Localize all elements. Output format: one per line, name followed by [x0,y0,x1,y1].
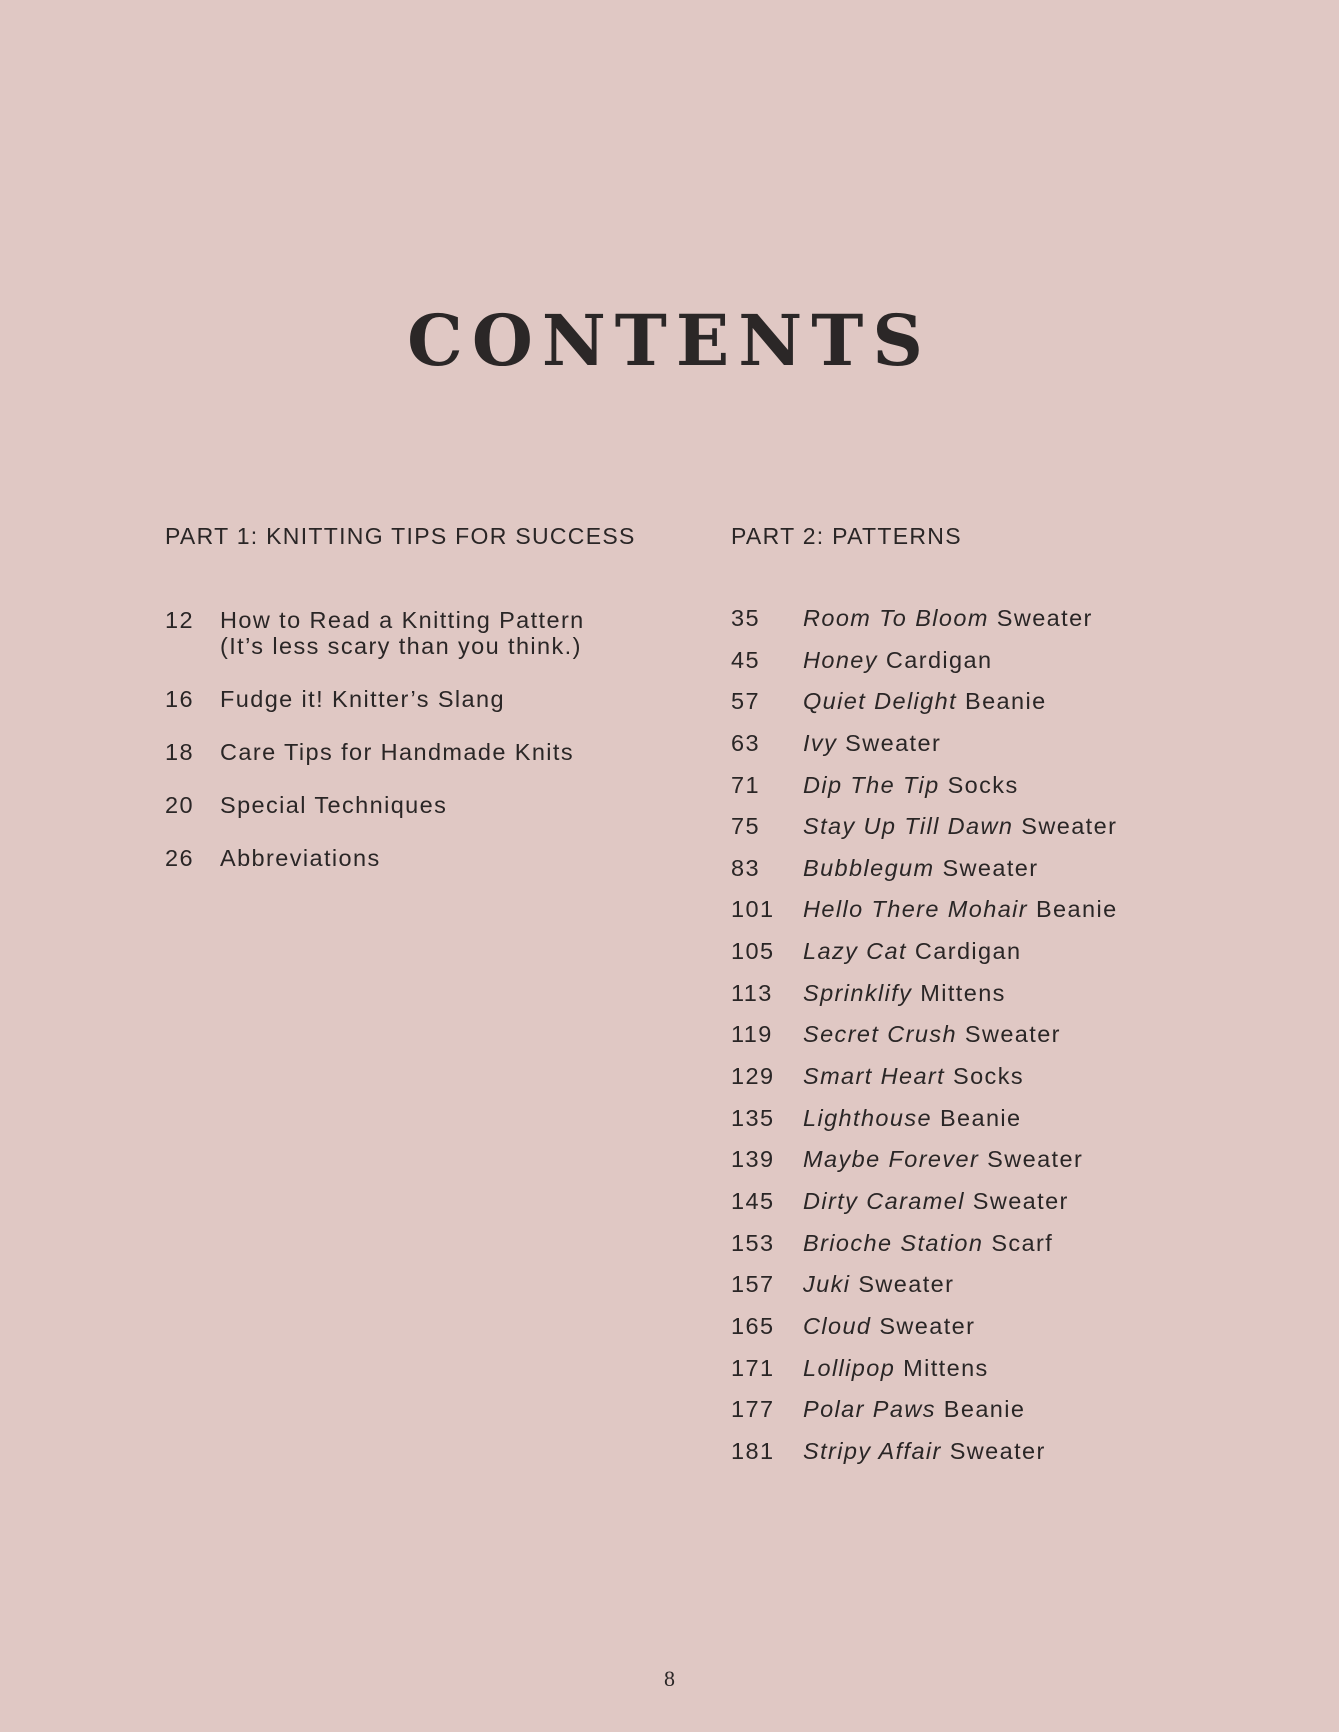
pattern-name: Stripy Affair [803,1437,942,1464]
pattern-page-number: 129 [731,1063,775,1090]
pattern-page-number: 101 [731,896,775,923]
pattern-type: Sweater [949,1437,1046,1464]
pattern-type: Mittens [920,979,1006,1006]
pattern-entry[interactable] [731,937,1118,979]
part1-heading: PART 1: KNITTING TIPS FOR SUCCESS [165,523,636,549]
page-number: 8 [664,1666,675,1691]
pattern-entry[interactable] [731,854,1118,896]
pattern-name: Room To Bloom [803,605,989,631]
pattern-type: Sweater [942,854,1039,881]
pattern-entry[interactable] [731,1229,1118,1271]
pattern-type: Beanie [943,1396,1026,1423]
pattern-name: Polar Paws [803,1396,936,1423]
pattern-entry[interactable] [731,1104,1118,1146]
pattern-name: Lollipop [803,1354,896,1381]
toc-entry[interactable] [165,845,585,871]
pattern-page-number: 83 [731,854,760,881]
pattern-name: Brioche Station [803,1229,984,1256]
pattern-type: Mittens [903,1354,989,1381]
pattern-name: Ivy [803,729,838,756]
pattern-name: Honey [803,646,878,673]
pattern-type: Beanie [965,688,1047,715]
toc-entry[interactable] [165,686,585,712]
pattern-entry[interactable] [731,729,1118,771]
toc-page-number: 20 [165,792,194,818]
pattern-page-number: 105 [731,938,775,965]
pattern-page-number: 113 [731,979,773,1006]
pattern-entry[interactable] [731,604,1118,646]
pattern-name: Juki [803,1271,851,1298]
toc-entry[interactable] [165,607,585,659]
pattern-type: Sweater [845,729,942,756]
pattern-name: Maybe Forever [803,1146,980,1173]
pattern-entry[interactable] [731,895,1118,937]
pattern-page-number: 119 [731,1021,773,1048]
pattern-entry[interactable] [731,1270,1118,1312]
toc-entry-title: Abbreviations [220,845,381,871]
toc-entry[interactable] [165,739,585,765]
pattern-entry[interactable] [731,1020,1118,1062]
toc-page-number: 16 [165,686,194,712]
part2-list [731,604,1118,1478]
pattern-page-number: 57 [731,688,760,715]
toc-page-number: 18 [165,739,194,765]
pattern-entry[interactable] [731,771,1118,813]
pattern-page-number: 139 [731,1146,775,1173]
pattern-entry[interactable] [731,1145,1118,1187]
pattern-entry[interactable] [731,687,1118,729]
pattern-type: Sweater [996,605,1093,631]
pattern-page-number: 63 [731,729,760,756]
pattern-name: Lighthouse [803,1104,932,1131]
pattern-page-number: 165 [731,1312,775,1339]
pattern-name: Dirty Caramel [803,1187,965,1214]
pattern-type: Beanie [1035,896,1118,923]
pattern-type: Socks [953,1063,1025,1090]
pattern-type: Sweater [972,1187,1069,1214]
pattern-type: Scarf [991,1229,1054,1256]
toc-entry-title: Care Tips for Handmade Knits [220,739,574,765]
toc-page-number: 12 [165,607,194,633]
toc-entry-title: How to Read a Knitting Pattern [220,607,585,633]
pattern-entry[interactable] [731,812,1118,854]
pattern-entry[interactable] [731,1062,1118,1104]
pattern-type: Cardigan [914,938,1022,965]
pattern-name: Dip The Tip [803,771,940,798]
pattern-name: Secret Crush [803,1021,957,1048]
pattern-type: Sweater [964,1021,1061,1048]
pattern-type: Sweater [1021,813,1118,840]
pattern-page-number: 71 [731,771,760,798]
pattern-type: Sweater [858,1271,955,1298]
page-title: CONTENTS [407,299,932,382]
pattern-name: Stay Up Till Dawn [803,813,1014,840]
toc-entry-title: Fudge it! Knitter’s Slang [220,686,505,712]
pattern-name: Cloud [803,1312,872,1339]
pattern-page-number: 45 [731,646,760,673]
pattern-entry[interactable] [731,1437,1118,1479]
pattern-name: Smart Heart [803,1063,946,1090]
pattern-name: Hello There Mohair [803,896,1029,923]
pattern-entry[interactable] [731,979,1118,1021]
toc-entry-subtitle: (It’s less scary than you think.) [220,633,582,659]
pattern-name: Sprinklify [803,979,913,1006]
pattern-page-number: 135 [731,1104,775,1131]
pattern-page-number: 157 [731,1271,775,1298]
pattern-name: Bubblegum [803,854,935,881]
toc-entry-title: Special Techniques [220,792,448,818]
pattern-page-number: 153 [731,1229,775,1256]
pattern-type: Beanie [939,1104,1022,1131]
pattern-entry[interactable] [731,1354,1118,1396]
pattern-entry[interactable] [731,1395,1118,1437]
part2-heading: PART 2: PATTERNS [731,523,962,549]
part1-list [165,607,585,898]
pattern-name: Quiet Delight [803,688,958,715]
toc-page-number: 26 [165,845,194,871]
pattern-type: Socks [947,771,1019,798]
pattern-page-number: 145 [731,1187,775,1214]
pattern-page-number: 181 [731,1437,775,1464]
pattern-entry[interactable] [731,1312,1118,1354]
pattern-entry[interactable] [731,1187,1118,1229]
pattern-page-number: 171 [731,1354,775,1381]
pattern-name: Lazy Cat [803,938,907,965]
pattern-page-number: 177 [731,1396,775,1423]
pattern-page-number: 35 [731,605,760,631]
pattern-type: Sweater [879,1312,976,1339]
pattern-type: Sweater [987,1146,1084,1173]
pattern-entry[interactable] [731,646,1118,688]
pattern-page-number: 75 [731,813,760,840]
toc-entry[interactable] [165,792,585,818]
pattern-type: Cardigan [885,646,993,673]
